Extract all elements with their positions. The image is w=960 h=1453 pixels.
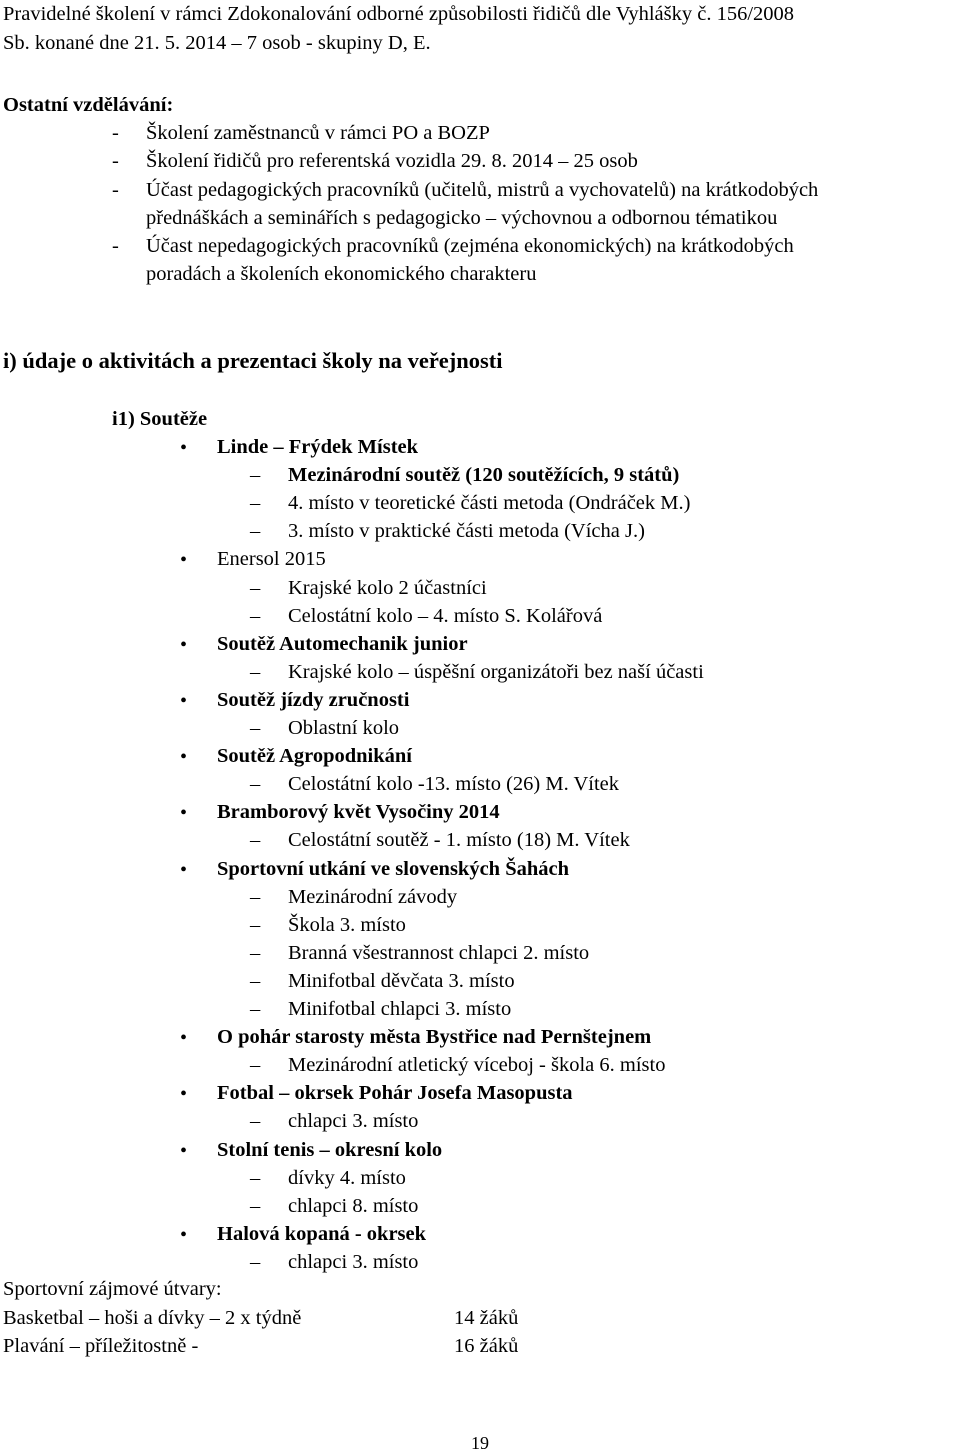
subsection-heading: i1) Soutěže [112,408,208,430]
competition-result: Oblastní kolo [288,717,400,739]
list-item-continuation: přednáškách a seminářích s pedagogicko – výchovnou a odbornou tématikou [146,207,778,229]
list-item-continuation: poradách a školeních ekonomického charakteru [146,263,537,285]
endash-marker: – [250,913,261,936]
list-item: Účast nepedagogických pracovníků (zejména ekonomických) na krátkodobých [146,235,794,257]
dash-marker: - [112,235,119,257]
competition-result: Celostátní soutěž - 1. místo (18) M. Vítek [288,829,630,852]
competition-title: Halová kopaná - okrsek [217,1222,427,1245]
list-item: Školení řidičů pro referentská vozidla 29. 8. 2014 – 25 osob [146,150,638,172]
competition-result: Krajské kolo 2 účastníci [288,576,487,599]
sport-unit-count: 14 žáků [454,1307,519,1329]
section-heading: i) údaje o aktivitách a prezentaci školy na veřejnosti [3,348,503,373]
list-item: Účast pedagogických pracovníků (učitelů, mistrů a vychovatelů) na krátkodobých [146,179,819,201]
endash-marker: – [250,576,261,599]
list-item: Školení zaměstnanců v rámci PO a BOZP [146,122,490,144]
competition-title: Soutěž jízdy zručnosti [217,688,410,711]
dash-marker: - [112,179,119,201]
competition-title: Fotbal – okrsek Pohár Josefa Masopusta [217,1082,573,1105]
bullet-marker: • [180,1139,188,1162]
bullet-marker: • [180,633,188,656]
intro-line-2: Sb. konané dne 21. 5. 2014 – 7 osob - skupiny D, E. [3,32,431,54]
competition-title: Soutěž Agropodnikání [217,745,413,768]
competition-title: Stolní tenis – okresní kolo [217,1138,443,1161]
bullet-marker: • [180,689,188,712]
dash-marker: - [112,150,119,172]
intro-line-1: Pravidelné školení v rámci Zdokonalování odborné způsobilosti řidičů dle Vyhlášky č. 156/2008 [3,3,795,25]
endash-marker: – [250,520,261,543]
endash-marker: – [250,885,261,908]
endash-marker: – [250,604,261,627]
competition-result: 4. místo v teoretické části metoda (Ondráček M.) [288,492,691,515]
competition-title: Bramborový květ Vysočiny 2014 [217,801,500,824]
competition-result: Celostátní kolo – 4. místo S. Kolářová [288,604,603,627]
competition-result: Mezinárodní soutěž (120 soutěžících, 9 států) [288,464,680,487]
competition-result: Minifotbal chlapci 3. místo [288,998,512,1020]
endash-marker: – [250,492,261,515]
page-number: 19 [471,1433,489,1453]
competition-title: Soutěž Automechanik junior [217,632,468,655]
sport-unit-count: 16 žáků [454,1335,519,1357]
bullet-marker: • [180,802,188,825]
bullet-marker: • [180,437,188,459]
bullet-marker: • [180,1223,188,1246]
competition-result: Branná všestrannost chlapci 2. místo [288,941,590,964]
competition-result: Krajské kolo – úspěšní organizátoři bez naší účasti [288,660,704,683]
competition-result: chlapci 3. místo [288,1250,419,1273]
endash-marker: – [250,1110,261,1133]
endash-marker: – [250,829,261,852]
competition-result: Minifotbal děvčata 3. místo [288,969,515,992]
endash-marker: – [250,941,261,964]
sport-units-heading: Sportovní zájmové útvary: [3,1278,222,1300]
endash-marker: – [250,1166,261,1189]
competition-result: Celostátní kolo -13. místo (26) M. Vítek [288,773,620,796]
bullet-marker: • [180,549,188,572]
endash-marker: – [250,998,261,1020]
endash-marker: – [250,1250,261,1273]
endash-marker: – [250,1194,261,1217]
competition-result: Mezinárodní atletický víceboj - škola 6. místo [288,1054,666,1077]
competition-title: Sportovní utkání ve slovenských Šahách [217,857,570,880]
bullet-marker: • [180,858,188,881]
competition-result: dívky 4. místo [288,1166,406,1189]
sport-unit-label: Plavání – příležitostně - [3,1335,199,1357]
competition-result: Škola 3. místo [288,913,406,936]
competition-title: Enersol 2015 [217,548,326,571]
competition-title: O pohár starosty města Bystřice nad Pernštejnem [217,1026,652,1049]
endash-marker: – [250,969,261,992]
bullet-marker: • [180,1027,188,1050]
other-education-heading: Ostatní vzdělávání: [3,94,174,116]
competition-result: chlapci 3. místo [288,1110,419,1133]
sport-unit-label: Basketbal – hoši a dívky – 2 x týdně [3,1307,302,1329]
competition-result: 3. místo v praktické části metoda (Vícha J.) [288,520,645,543]
endash-marker: – [250,717,261,739]
competition-title: Linde – Frýdek Místek [217,436,419,458]
dash-marker: - [112,122,119,144]
bullet-marker: • [180,746,188,769]
bullet-marker: • [180,1083,188,1106]
endash-marker: – [250,464,261,487]
competition-result: Mezinárodní závody [288,885,458,908]
endash-marker: – [250,773,261,796]
competition-result: chlapci 8. místo [288,1194,419,1217]
endash-marker: – [250,660,261,683]
endash-marker: – [250,1054,261,1077]
